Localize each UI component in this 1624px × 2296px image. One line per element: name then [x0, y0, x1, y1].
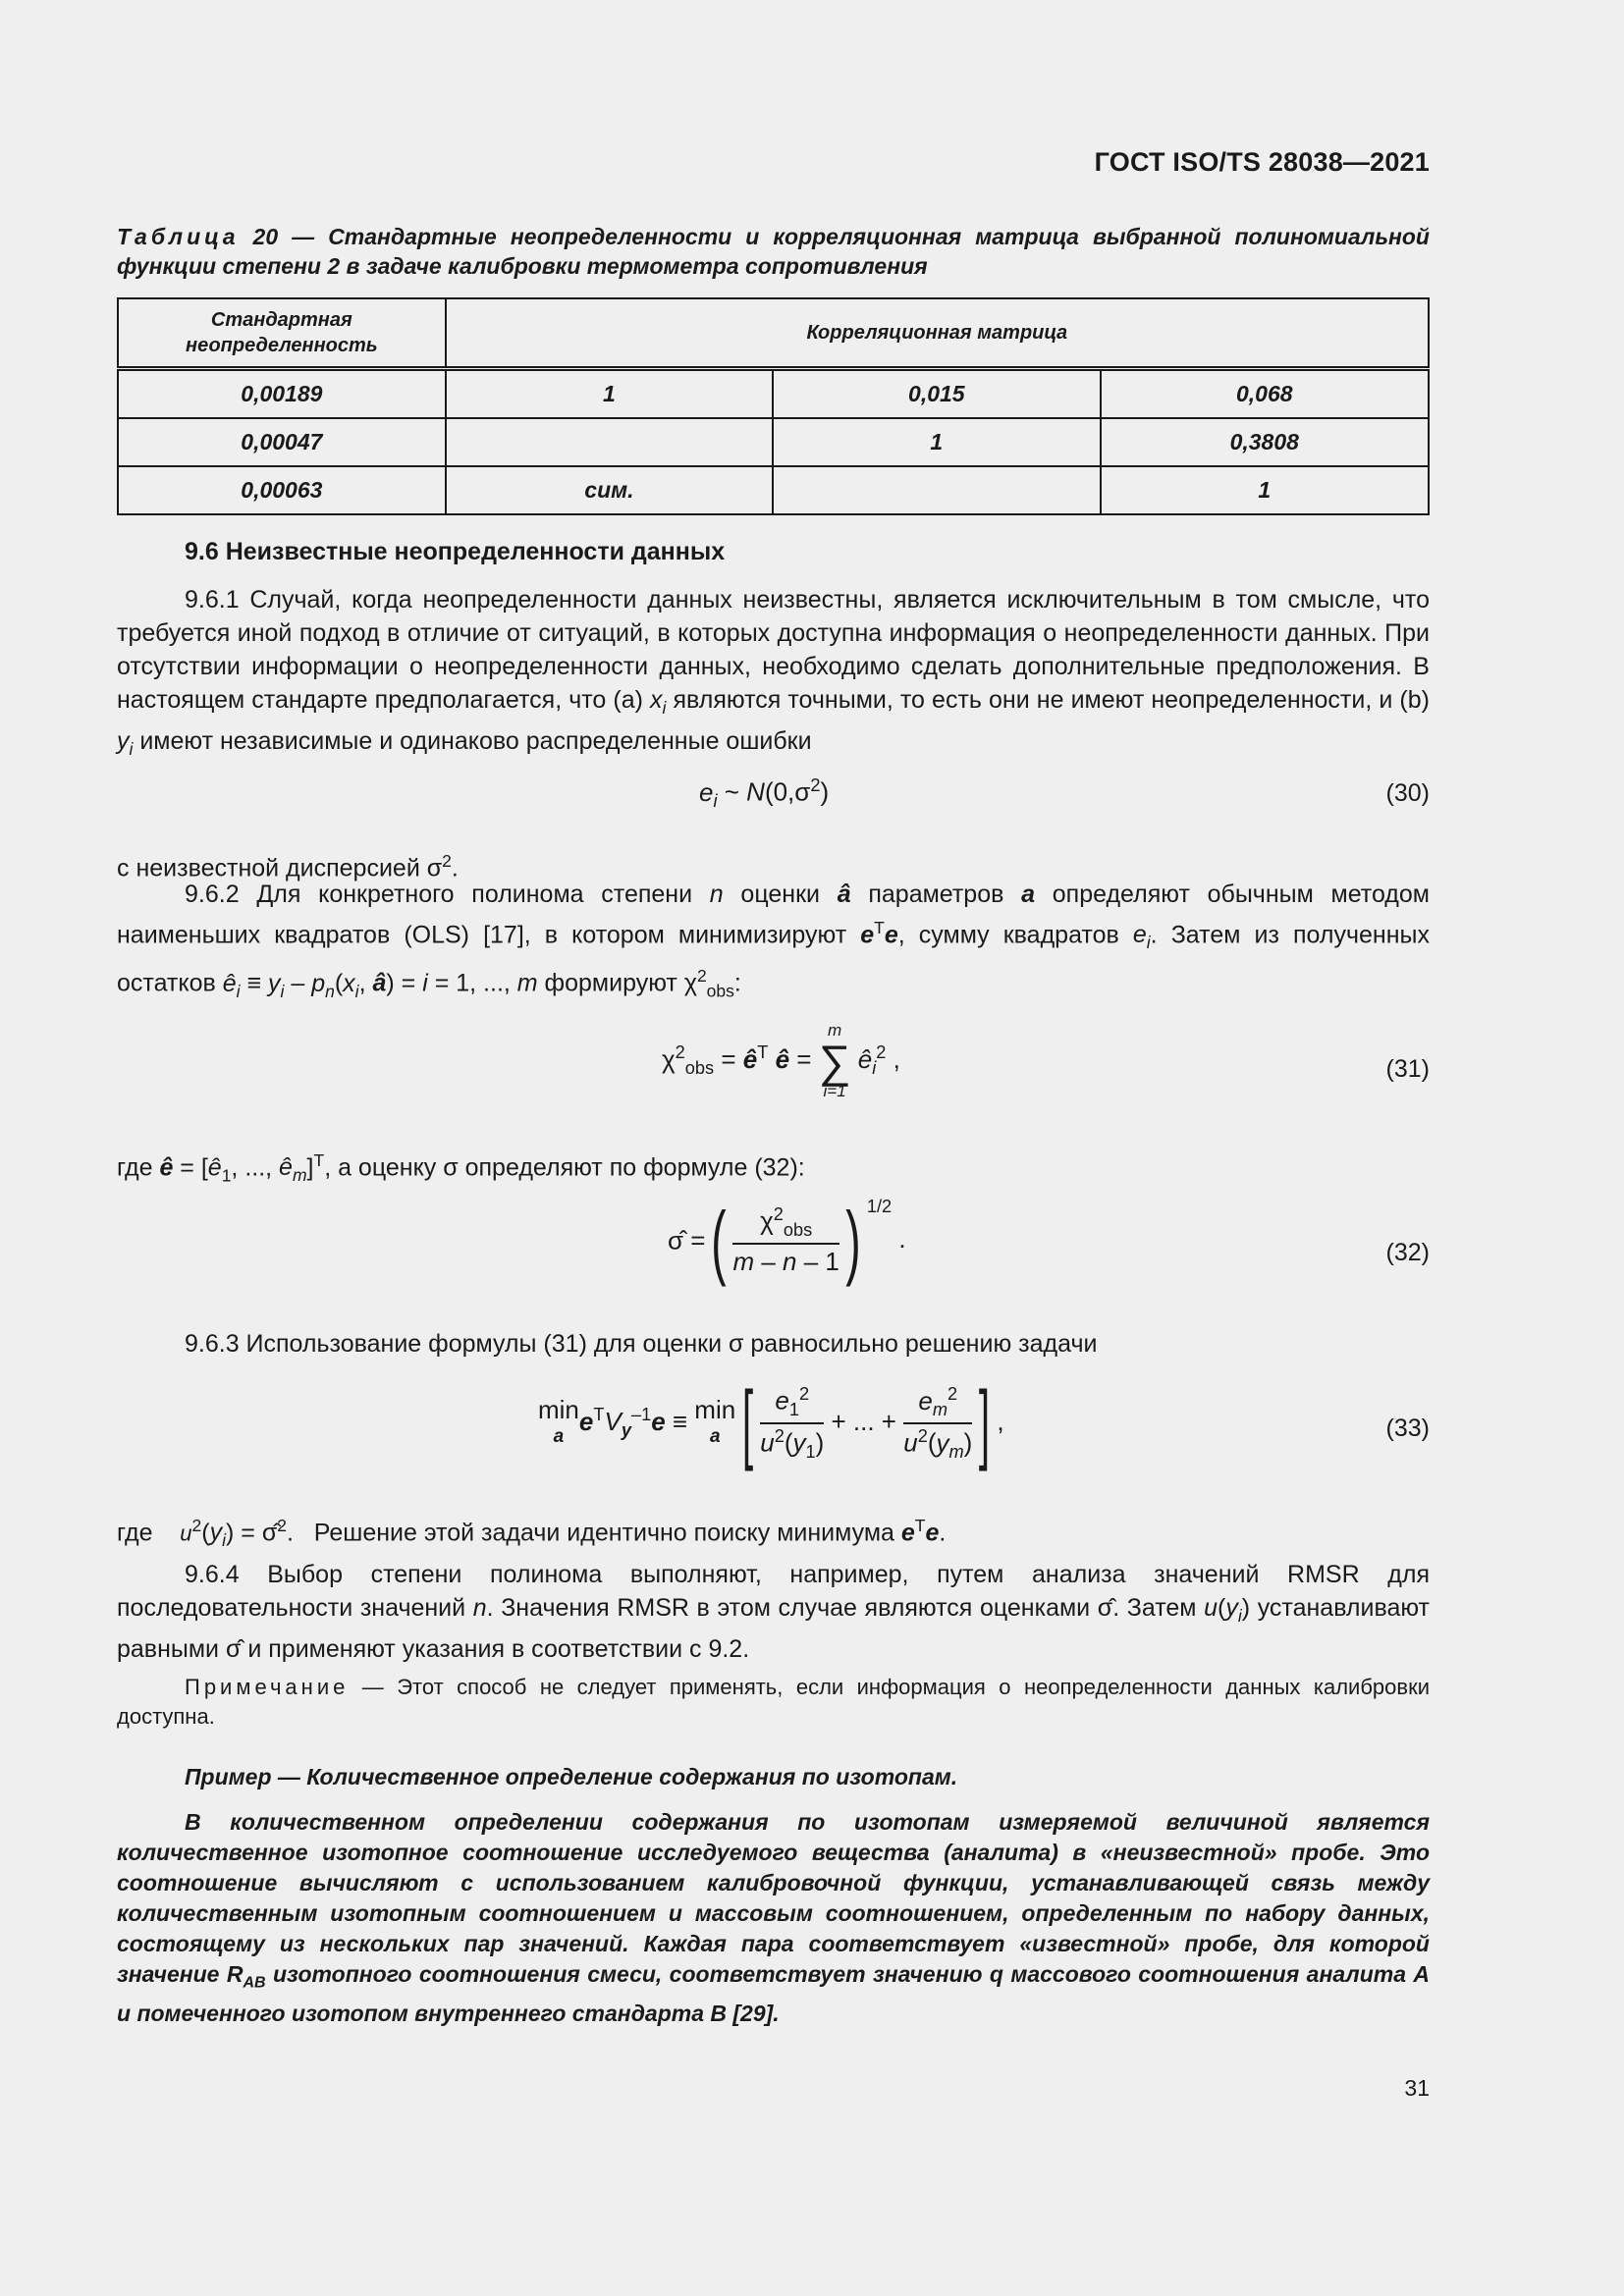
paragraph-9-6-2: 9.6.2 Для конкретного полинома степени n оценки â параметров a определяют обычным методом наименьших квадратов (OLS) [17], в котором минимизируют $e^Te$, сумму квадратов $e_i$. Затем из полученных остатков $ê_i \equiv y_i - p_n(x_i$, â) = i = 1, ..., m формируют $\chi^2_{obs}$:: [117, 881, 1430, 1001]
note-label: Примечание: [185, 1675, 350, 1699]
paragraph-text: 9.6.1 Случай, когда неопределенности данных неизвестны, является исключительным в том смысле, что требуется иной подход в отличие от ситуаций, в которых доступна информация о неопределенности данных. При отсутствии информации о неопределенности данных, необходимо сделать дополнительные предположения. В настоящем стандарте предполагается, что (a): [117, 586, 1430, 714]
fraction: $\frac{e_m^2}{u^2(y_m)}$: [903, 1384, 973, 1462]
paragraph-text: . Значения RMSR в этом случае являются оценками: [486, 1594, 1098, 1622]
correlation-table: [117, 297, 1430, 515]
fraction: $\frac{\chi^2_{obs}}{m - n - 1}$: [732, 1204, 839, 1276]
example-text: В количественном определении содержания по изотопам измеряемой величиной является количественное изотопное соотношение исследуемого вещества (аналита) в «неизвестной» пробе. Это соотношение вычисляют с использованием калибровочной функции, устанавливающей связь между количественным изотопным соотношением и массовым соотношением, определенным по набору данных, состоящему из нескольких пар значений. Каждая пара соответствует «известной» пробе, для которой значение $R_{AB}$ изотопного соотношения смеси, соответствует значению q массового соотношения аналита A и помеченного изотопом внутреннего стандарта B [29].: [117, 1809, 1430, 2026]
fraction: $\frac{e_1^2}{u^2(y_1)}$: [760, 1384, 825, 1462]
paragraph-text: формируют: [537, 969, 684, 997]
subscript-obs: obs: [684, 1058, 715, 1079]
page-number: 31: [1404, 2075, 1430, 2101]
formula-31: $\chi^2_{obs}$ = $ê^T$ ê = m ∑ i=1 $ê_i^2$ ,: [662, 1021, 900, 1100]
table-cell: 0,068: [1101, 369, 1429, 419]
note: [117, 1673, 1430, 1732]
paragraph-text: 9.6.4 Выбор степени полинома выполняют, например, путем анализа значений RMSR для последовательности значений: [117, 1561, 1430, 1622]
paragraph-text: являются точными, то есть они не имеют неопределенности, и (b): [666, 686, 1430, 714]
table-cell: 1: [1101, 466, 1429, 514]
formula-number-30: (30): [1385, 779, 1430, 807]
table-cell: 0,3808: [1101, 418, 1429, 466]
paragraph-unknown-variance: с неизвестной дисперсией $\sigma^2$.: [117, 851, 459, 882]
paragraph-text: оценки: [723, 881, 838, 908]
table-cell: [446, 418, 773, 466]
summation-symbol: m ∑ i=1: [818, 1021, 851, 1100]
paragraph-text: , сумму квадратов: [897, 921, 1133, 949]
paragraph-text: параметров: [850, 881, 1022, 908]
paragraph-9-6-4: 9.6.4 Выбор степени полинома выполняют, например, путем анализа значений RMSR для последовательности значений n. Значения RMSR в этом случае являются оценками σ̂. Затем $u(y_i)$ устанавливают равными σ̂ и применяют указания в соответствии с 9.2.: [117, 1561, 1431, 1663]
paragraph-text: устанавливают равными: [117, 1594, 1431, 1663]
table-row: [118, 418, 1429, 466]
table-row: [118, 369, 1429, 419]
table-cell: [773, 466, 1100, 514]
table-header-std-uncertainty: Стандартная неопределенность: [118, 298, 446, 369]
formula-number-31: (31): [1385, 1055, 1430, 1083]
exponent-half: 1/2: [866, 1197, 893, 1217]
paragraph-9-6-1: 9.6.1 Случай, когда неопределенности данных неизвестны, является исключительным в том смысле, что требуется иной подход в отличие от ситуаций, в которых доступна информация о неопределенности данных. При отсутствии информации о неопределенности данных, необходимо сделать дополнительные предположения. В настоящем стандарте предполагается, что (a) $x_i$ являются точными, то есть они не имеют неопределенности, и (b) $y_i$ имеют независимые и одинаково распределенные ошибки: [117, 586, 1430, 759]
example-text-part: В количественном определении содержания по изотопам измеряемой величиной является количественное изотопное соотношение исследуемого вещества (аналита) в «неизвестной» пробе. Это соотношение вычисляют с использованием калибровочной функции, устанавливающей связь между количественным изотопным соотношением и массовым соотношением, определенным по набору данных, состоящему из нескольких пар значений. Каждая пара соответствует «известной» пробе, для которой значение: [117, 1809, 1430, 1987]
standard-header: ГОСТ ISO/TS 28038—2021: [1094, 147, 1430, 177]
paragraph-text: определяют обычным методом наименьших квадратов (OLS) [17], в котором минимизируют: [117, 881, 1430, 949]
paragraph-text: где: [117, 1519, 153, 1547]
example-text-part: изотопного соотношения смеси, соответствует значению q массового соотношения аналита A и помеченного изотопом внутреннего стандарта B [29].: [117, 1961, 1430, 2026]
paragraph-solution: где $u^2(y_i)$ = σ̂$^2$. Решение этой задачи идентично поиску минимума $e^Te$.: [117, 1516, 947, 1551]
paragraph-text: Решение этой задачи идентично поиску минимума: [313, 1519, 901, 1547]
table-cell: 0,00189: [118, 369, 446, 419]
table-cell: сим.: [446, 466, 773, 514]
table-cell: 1: [446, 369, 773, 419]
formula-number-33: (33): [1385, 1415, 1430, 1442]
example-title: Пример — Количественное определение содержания по изотопам.: [185, 1764, 958, 1789]
paragraph-residual-vector: где ê = [$ê_1$, ..., $ê_m]^T$, а оценку σ определяют по формуле (32):: [117, 1150, 805, 1186]
formula-33: min $ae^TV_y^{-1}e$ ≡ min a [ $\frac{e_1^2}{u^2(y_1)}$ + ... + $\frac{e_m^2}{u^2(y_m)}$ ] ,: [538, 1374, 1004, 1472]
table-header-correlation-matrix: Корреляционная матрица: [446, 298, 1429, 369]
formula-number-32: (32): [1385, 1239, 1430, 1266]
table-cell: 0,00047: [118, 418, 446, 466]
table-row: [118, 466, 1429, 514]
table-caption-label: Таблица: [117, 224, 240, 249]
table-header-row: [118, 298, 1429, 369]
paragraph-text: . Затем: [1112, 1594, 1205, 1622]
formula-30: $e_i$ ~ $N(0,\sigma^2)$: [699, 775, 830, 811]
paragraph-text: имеют независимые и одинаково распределенные ошибки: [133, 727, 812, 755]
table-caption: [117, 222, 1430, 281]
paragraph-text: с неизвестной дисперсией σ: [117, 854, 443, 882]
paragraph-text: . Затем из полученных остатков: [117, 921, 1430, 997]
formula-32: σ̂ =( $\frac{\chi^2_{obs}}{m - n - 1}$ ) $^{1/2}$ .: [668, 1195, 906, 1287]
table-caption-text: 20 — Стандартные неопределенности и корреляционная матрица выбранной полиномиальной функции степени 2 в задаче калибровки термометра сопротивления: [117, 224, 1430, 279]
paragraph-text: 9.6.2 Для конкретного полинома степени: [185, 881, 710, 908]
section-title: 9.6 Неизвестные неопределенности данных: [185, 538, 726, 565]
paragraph-9-6-3: 9.6.3 Использование формулы (31) для оценки σ равносильно решению задачи: [185, 1330, 1098, 1358]
paragraph-text: и применяют указания в соответствии с 9.2.: [247, 1635, 750, 1663]
paragraph-text: где: [117, 1153, 160, 1182]
note-text: — Этот способ не следует применять, если информация о неопределенности данных калибровки доступна.: [117, 1675, 1430, 1729]
table-cell: 1: [773, 418, 1100, 466]
table-cell: 0,015: [773, 369, 1100, 419]
table-cell: 0,00063: [118, 466, 446, 514]
paragraph-text: , а оценку σ определяют по формуле (32):: [324, 1153, 805, 1182]
